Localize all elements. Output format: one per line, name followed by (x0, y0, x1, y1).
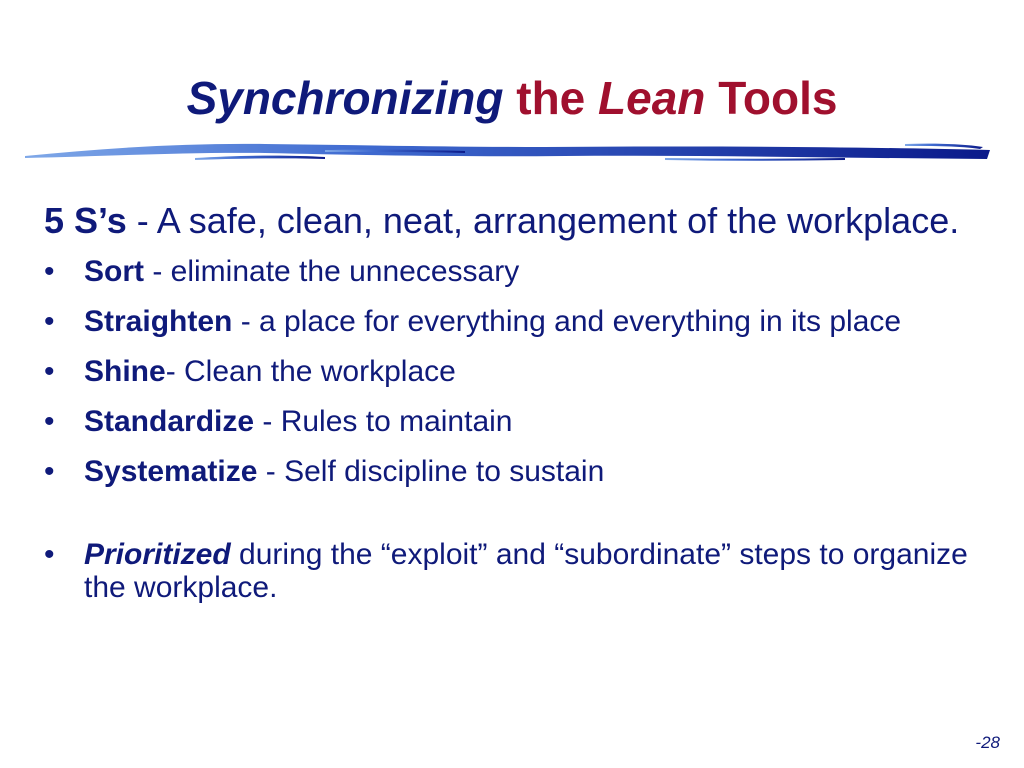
intro-term: 5 S’s (44, 200, 127, 241)
bullet-text: - eliminate the unnecessary (144, 255, 520, 288)
bullet-standardize (44, 405, 994, 438)
bullet-straighten (44, 305, 994, 338)
title-the: the (516, 72, 586, 124)
bullet-term: Shine (84, 355, 166, 388)
slide-title (0, 70, 1024, 126)
bullet-list (44, 255, 994, 604)
intro-text: - A safe, clean, neat, arrangement of the workplace. (126, 200, 960, 241)
brush-stroke-divider (25, 136, 990, 170)
bullet-text: - Clean the workplace (165, 355, 456, 388)
page-number: -28 (975, 733, 1000, 752)
bullet-text: during the “exploit” and “subordinate” steps to organize the workplace. (84, 538, 968, 604)
title-synchronizing: Synchronizing (186, 72, 504, 124)
title-tools: Tools (718, 72, 838, 124)
bullet-systematize (44, 455, 994, 488)
bullet-term: Prioritized (84, 538, 231, 571)
bullet-text: - Rules to maintain (254, 405, 513, 438)
bullet-text: - Self discipline to sustain (257, 455, 605, 488)
slide-body (44, 202, 994, 621)
bullet-sort (44, 255, 994, 288)
bullet-text: - a place for everything and everything in its place (232, 305, 902, 338)
bullet-prioritized (44, 538, 994, 604)
bullet-term: Systematize (84, 455, 258, 488)
bullet-term: Straighten (84, 305, 233, 338)
bullet-term: Standardize (84, 405, 255, 438)
bullet-term: Sort (84, 255, 144, 288)
intro-paragraph (44, 202, 994, 240)
bullet-shine (44, 355, 994, 388)
title-lean: Lean (598, 72, 706, 124)
